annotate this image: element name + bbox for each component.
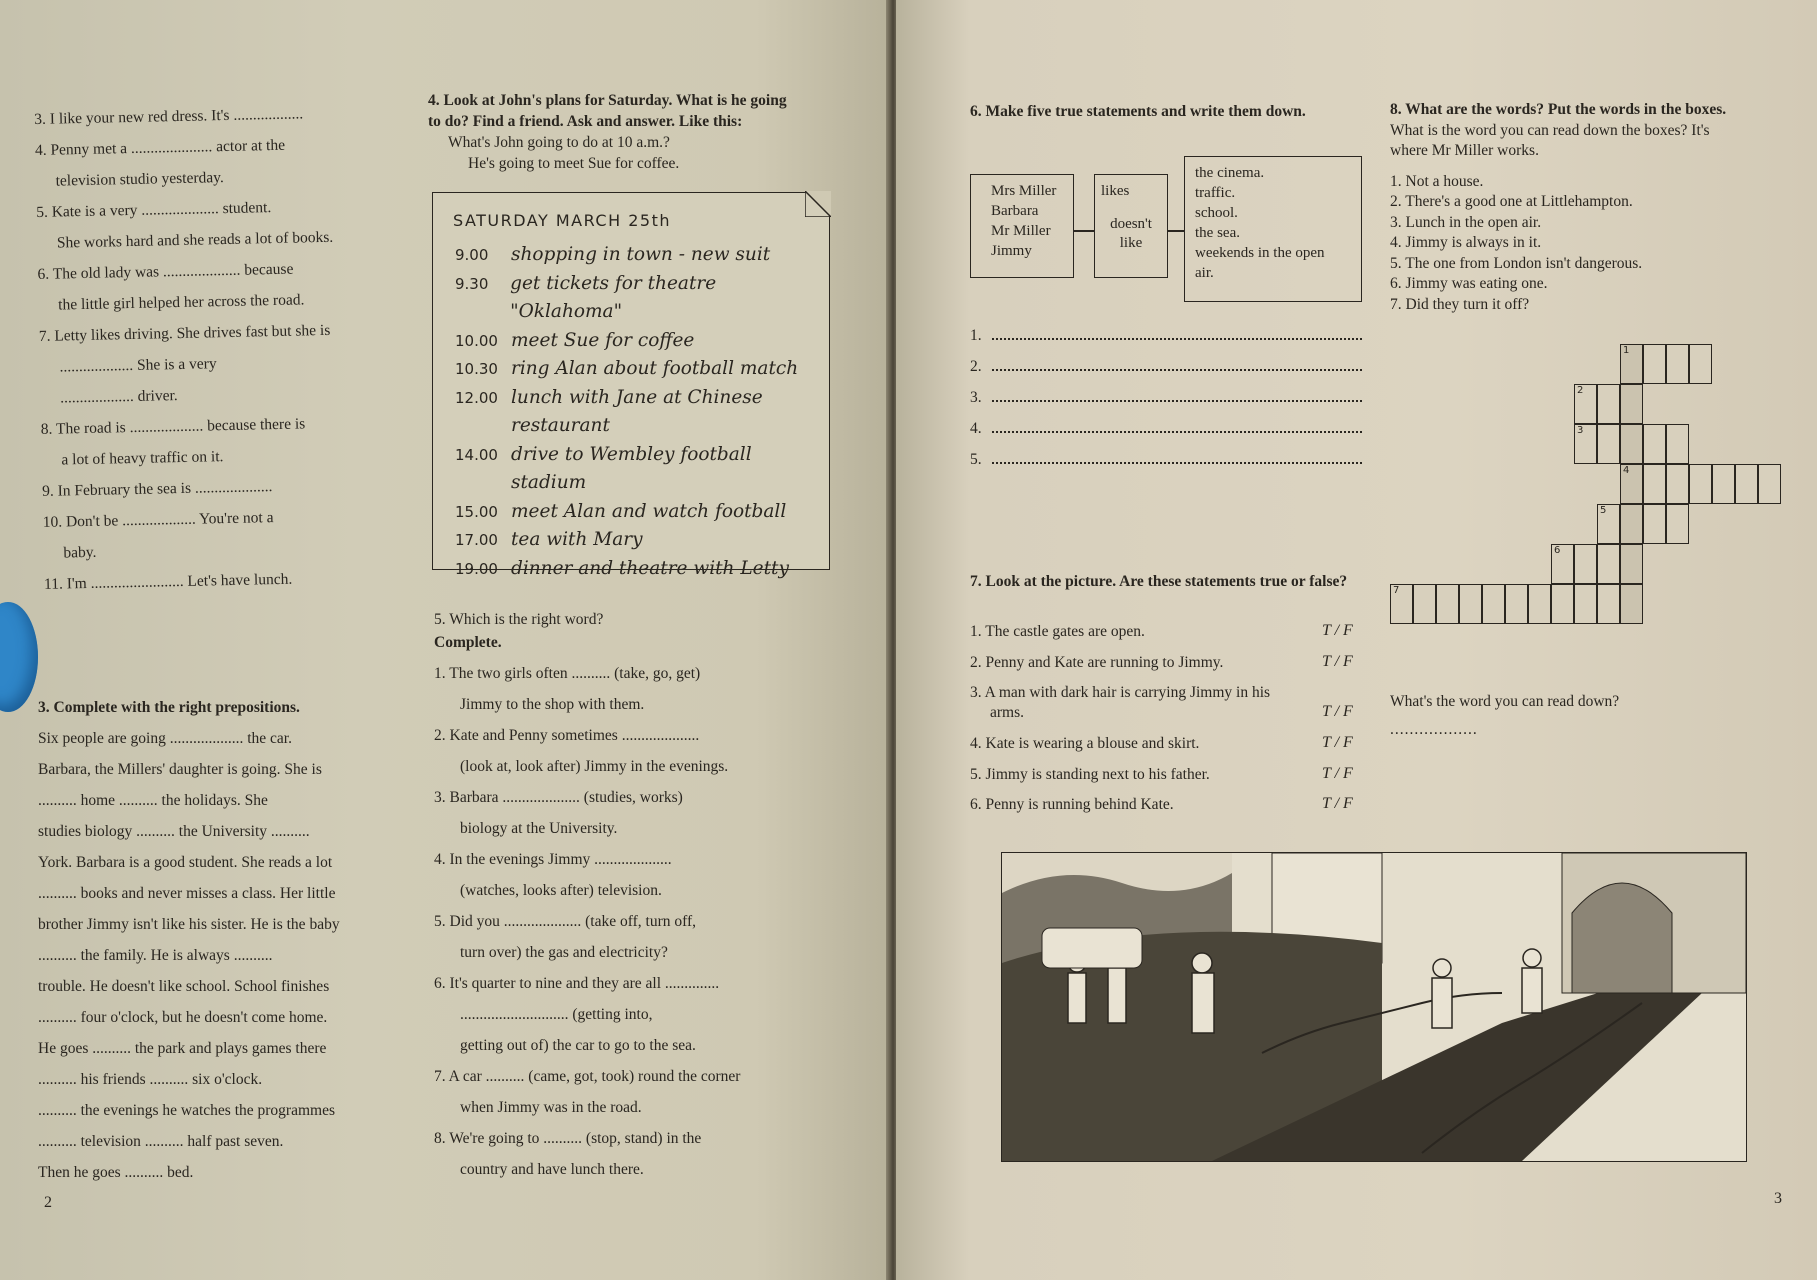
verbs-box — [1094, 174, 1168, 278]
exercise-line: 4. In the evenings Jimmy .................... — [434, 851, 672, 868]
crossword-cell[interactable] — [1620, 544, 1643, 584]
writing-line[interactable] — [992, 351, 1362, 371]
schedule-activity: lunch with Jane at Chinese — [511, 386, 763, 408]
clue-number: 5 — [1600, 505, 1607, 516]
crossword-cell[interactable] — [1620, 464, 1643, 504]
verb-item: doesn't like — [1110, 216, 1152, 251]
crossword-cell[interactable] — [1689, 344, 1712, 384]
crossword-cell[interactable] — [1574, 424, 1597, 464]
crossword-cell[interactable] — [1597, 424, 1620, 464]
page-number-right: 3 — [1774, 1190, 1782, 1207]
exercise-line: getting out of) the car to go to the sea. — [460, 1037, 696, 1054]
true-false-choice[interactable]: T / F — [1322, 622, 1353, 639]
exercise-line: when Jimmy was in the road. — [460, 1099, 642, 1116]
object-item: school. — [1195, 205, 1238, 221]
exercise-line: .......... the family. He is always .......... — [38, 947, 273, 964]
clue-number: 7 — [1393, 585, 1400, 596]
crossword-cell[interactable] — [1712, 464, 1735, 504]
crossword-clue: 6. Jimmy was eating one. — [1390, 275, 1548, 292]
folded-corner — [805, 191, 831, 217]
true-false-choice[interactable]: T / F — [1322, 703, 1353, 720]
schedule-row — [455, 412, 829, 441]
exercise-line: brother Jimmy isn't like his sister. He is the baby — [38, 916, 340, 933]
schedule-activity: get tickets for theatre "Oklahoma" — [510, 272, 717, 322]
crossword-cell[interactable] — [1574, 544, 1597, 584]
name-item: Jimmy — [991, 243, 1032, 259]
crossword-clue: 1. Not a house. — [1390, 172, 1484, 190]
exercise-line: biology at the University. — [460, 820, 618, 837]
exercise-8-question: What's the word you can read down? — [1390, 693, 1620, 710]
exercise-line: 3. I like your new red dress. It's .................. — [34, 105, 304, 128]
name-item: Mrs Miller — [991, 183, 1057, 199]
exercise-5-title: 5. Which is the right word? — [434, 611, 604, 628]
schedule-time: 12.00 — [455, 388, 498, 407]
exercise-line: trouble. He doesn't like school. School finishes — [38, 978, 330, 995]
schedule-row — [455, 555, 829, 584]
exercise-line: 5. Kate is a very .................... student. — [36, 199, 272, 221]
statement-line[interactable] — [970, 320, 1362, 351]
writing-line[interactable] — [992, 382, 1362, 402]
true-false-statement: 5. Jimmy is standing next to his father. — [970, 765, 1210, 783]
writing-line[interactable] — [992, 444, 1362, 464]
schedule-row — [455, 384, 829, 413]
exercise-line: .......... four o'clock, but he doesn't come home. — [38, 1009, 328, 1026]
schedule-activity: tea with Mary — [511, 529, 643, 550]
crossword-cell[interactable] — [1758, 464, 1781, 504]
true-false-choice[interactable]: T / F — [1322, 734, 1353, 751]
crossword-cell[interactable] — [1620, 384, 1643, 424]
crossword-cell[interactable] — [1597, 384, 1620, 424]
castle-scene-illustration — [1001, 852, 1747, 1162]
connector-line — [1168, 230, 1184, 232]
exercise-line: 6. It's quarter to nine and they are all .............. — [434, 975, 720, 992]
exercise-line: 6. The old lady was .................... because — [37, 260, 294, 283]
schedule-row — [455, 270, 829, 327]
crossword-cell[interactable] — [1620, 424, 1643, 464]
crossword-cell[interactable] — [1643, 464, 1666, 504]
exercise-line: television studio yesterday. — [55, 169, 224, 190]
exercise-line: Then he goes .......... bed. — [38, 1164, 194, 1181]
crossword-cell[interactable] — [1574, 584, 1597, 624]
schedule-activity: dinner and theatre with Letty — [511, 557, 789, 579]
exercise-3 — [38, 692, 418, 1188]
crossword-cell[interactable] — [1620, 584, 1643, 624]
exercise-line: .......... television .......... half past seven. — [38, 1133, 284, 1150]
exercise-line: 4. Penny met a ..................... actor at the — [34, 136, 286, 159]
crossword-cell[interactable] — [1620, 344, 1643, 384]
object-item: the cinema. — [1195, 165, 1265, 181]
connector-line — [1074, 230, 1094, 232]
exercise-line: 7. A car .......... (came, got, took) round the corner — [434, 1068, 741, 1085]
schedule-row — [455, 327, 829, 356]
schedule-row — [455, 526, 829, 555]
exercise-line: .......... the evenings he watches the programmes — [38, 1102, 335, 1119]
exercise-line: 5. Did you .................... (take off, turn off, — [434, 913, 697, 930]
schedule-time: 19.00 — [455, 559, 498, 578]
schedule-row — [455, 469, 829, 498]
name-item: Mr Miller — [991, 223, 1051, 239]
schedule-list — [455, 241, 829, 583]
clue-number: 1 — [1623, 345, 1630, 356]
crossword-clue: 7. Did they turn it off? — [1390, 295, 1530, 313]
crossword-cell[interactable] — [1505, 584, 1528, 624]
exercise-8-intro-2: where Mr Miller works. — [1390, 142, 1539, 159]
object-item: the sea. — [1195, 225, 1240, 241]
schedule-row — [455, 241, 829, 270]
crossword-cell[interactable] — [1666, 464, 1689, 504]
true-false-statement: 2. Penny and Kate are running to Jimmy. — [970, 653, 1224, 671]
schedule-time: 10.30 — [455, 360, 498, 378]
verb-item: likes — [1101, 183, 1130, 199]
statement-number: 2. — [970, 358, 982, 375]
names-box — [970, 174, 1074, 278]
true-false-statement: 1. The castle gates are open. — [970, 623, 1145, 640]
statement-lines — [970, 320, 1362, 475]
exercise-5-subtitle: Complete. — [434, 634, 502, 651]
clue-number: 6 — [1554, 545, 1561, 556]
schedule-activity: shopping in town - new suit — [511, 244, 771, 265]
crossword-cell[interactable] — [1436, 584, 1459, 624]
statement-line[interactable] — [970, 351, 1362, 382]
name-item: Barbara — [991, 203, 1039, 219]
crossword-cell[interactable] — [1390, 584, 1413, 624]
crossword-cell[interactable] — [1528, 584, 1551, 624]
exercise-line: ................... She is a very — [59, 355, 217, 376]
crossword-clue: 2. There's a good one at Littlehampton. — [1390, 193, 1633, 210]
crossword-cell[interactable] — [1689, 464, 1712, 504]
schedule-time: 9.30 — [455, 274, 489, 293]
true-false-statement: 6. Penny is running behind Kate. — [970, 796, 1174, 813]
exercise-6-title: 6. Make five true statements and write them down. — [970, 103, 1306, 120]
clue-number: 2 — [1577, 385, 1584, 396]
exercise-8-intro-1: What is the word you can read down the boxes? It's — [1390, 121, 1710, 139]
schedule-activity: meet Alan and watch football — [511, 500, 787, 522]
crossword-cell[interactable] — [1643, 424, 1666, 464]
exercise-8-title: 8. What are the words? Put the words in the boxes. — [1390, 101, 1727, 118]
exercise-line: .......... his friends .......... six o'clock. — [38, 1071, 263, 1088]
exercise-line: 9. In February the sea is .................... — [41, 478, 273, 500]
true-false-statement: 4. Kate is wearing a blouse and skirt. — [970, 735, 1200, 752]
left-page — [0, 0, 890, 1280]
exercise-line: 8. We're going to .......... (stop, stand) in the — [434, 1130, 702, 1147]
true-false-choice[interactable]: T / F — [1322, 652, 1353, 670]
exercise-line: 2. Kate and Penny sometimes .................... — [434, 727, 700, 744]
crossword-cell[interactable] — [1574, 384, 1597, 424]
schedule-time — [455, 412, 511, 441]
page-number-left: 2 — [44, 1194, 52, 1211]
crossword-cell[interactable] — [1666, 424, 1689, 464]
schedule-row — [455, 498, 829, 527]
true-false-choice[interactable]: T / F — [1322, 764, 1353, 782]
statement-line[interactable] — [970, 382, 1362, 413]
exercise-line: York. Barbara is a good student. She reads a lot — [38, 854, 333, 871]
exercise-4-example-question: What's John going to do at 10 a.m.? — [448, 134, 670, 151]
schedule-activity: meet Sue for coffee — [511, 329, 695, 351]
crossword-cell[interactable] — [1551, 544, 1574, 584]
exercise-line: ............................ (getting into, — [460, 1006, 653, 1023]
exercise-4-example-answer: He's going to meet Sue for coffee. — [468, 155, 680, 172]
crossword-clue: 4. Jimmy is always in it. — [1390, 234, 1542, 251]
object-item: weekends in the open air. — [1195, 245, 1325, 281]
writing-line[interactable] — [992, 320, 1362, 340]
writing-line[interactable] — [992, 413, 1362, 433]
exercise-line: He goes .......... the park and plays games there — [38, 1040, 327, 1057]
crossword-cell[interactable] — [1597, 504, 1620, 544]
crossword-cell[interactable] — [1735, 464, 1758, 504]
schedule-activity: restaurant — [511, 415, 610, 436]
crossword-cell[interactable] — [1482, 584, 1505, 624]
exercise-line: 10. Don't be ................... You're not a — [42, 509, 274, 531]
exercise-line: .......... home .......... the holidays. She — [38, 792, 268, 809]
schedule-time: 14.00 — [455, 445, 498, 464]
crossword-cell[interactable] — [1597, 584, 1620, 624]
exercise-8 — [1390, 100, 1790, 315]
statement-number: 3. — [970, 389, 982, 406]
exercise-line: baby. — [63, 543, 97, 562]
crossword-clue: 5. The one from London isn't dangerous. — [1390, 254, 1643, 272]
exercise-line: (watches, looks after) television. — [460, 882, 662, 899]
exercise-line: 3. Barbara .................... (studies, works) — [434, 789, 683, 806]
crossword-cell[interactable] — [1643, 344, 1666, 384]
exercise-7-title: 7. Look at the picture. Are these statements true or false? — [970, 573, 1348, 590]
schedule-row — [455, 355, 829, 384]
exercise-line: studies biology .......... the University .......... — [38, 823, 310, 840]
crossword-cell[interactable] — [1666, 504, 1689, 544]
exercise-line: 7. Letty likes driving. She drives fast but she is — [38, 321, 331, 345]
statement-number: 1. — [970, 327, 982, 344]
exercise-5 — [434, 604, 854, 1185]
schedule-activity: ring Alan about football match — [511, 358, 799, 379]
crossword-cell[interactable] — [1666, 344, 1689, 384]
schedule-row — [455, 441, 829, 470]
exercise-line: country and have lunch there. — [460, 1161, 644, 1178]
exercise-line: 1. The two girls often .......... (take, go, get) — [434, 665, 701, 682]
statement-number: 4. — [970, 420, 982, 437]
schedule-time — [455, 469, 511, 498]
exercise-line: Barbara, the Millers' daughter is going. She is — [38, 761, 322, 778]
clue-number: 4 — [1623, 465, 1630, 476]
exercise-4-line-2: to do? Find a friend. Ask and answer. Like this: — [428, 113, 743, 130]
true-false-statement: 3. A man with dark hair is carrying Jimmy in his arms. — [970, 684, 1271, 721]
exercise-line: .......... books and never misses a class. Her little — [38, 885, 336, 902]
blue-paper-clip — [0, 602, 38, 712]
exercise-4 — [428, 90, 848, 174]
statement-line[interactable] — [970, 413, 1362, 444]
exercise-3-title: 3. Complete with the right prepositions. — [38, 699, 300, 716]
adjective-exercise — [34, 96, 424, 600]
exercise-line: a lot of heavy traffic on it. — [61, 448, 224, 469]
schedule-time: 9.00 — [455, 246, 489, 264]
exercise-line: Six people are going ................... the car. — [38, 730, 292, 747]
schedule-time: 10.00 — [455, 331, 498, 350]
crossword-cell[interactable] — [1551, 584, 1574, 624]
schedule-title: SATURDAY MARCH 25th — [453, 211, 671, 230]
crossword-cell[interactable] — [1597, 544, 1620, 584]
clue-number: 3 — [1577, 425, 1584, 436]
exercise-line: 8. The road is ................... because there is — [40, 415, 306, 438]
statement-number: 5. — [970, 451, 982, 468]
answer-line: .................. — [1390, 721, 1478, 738]
exercise-line: turn over) the gas and electricity? — [460, 944, 668, 961]
crossword-cell[interactable] — [1459, 584, 1482, 624]
exercise-line: ................... driver. — [59, 387, 178, 407]
crossword-cell[interactable] — [1643, 504, 1666, 544]
exercise-line: (look at, look after) Jimmy in the evenings. — [460, 758, 729, 775]
schedule-card — [432, 192, 830, 579]
crossword-cell[interactable] — [1413, 584, 1436, 624]
schedule-time: 15.00 — [455, 502, 498, 521]
schedule-activity: stadium — [511, 472, 587, 493]
schedule-time: 17.00 — [455, 531, 498, 549]
crossword-cell[interactable] — [1620, 504, 1643, 544]
crossword-clue: 3. Lunch in the open air. — [1390, 213, 1542, 231]
objects-box — [1184, 156, 1362, 302]
exercise-line: the little girl helped her across the road. — [58, 291, 305, 314]
statement-line[interactable] — [970, 444, 1362, 475]
exercise-line: She works hard and she reads a lot of books. — [56, 228, 334, 252]
true-false-choice[interactable]: T / F — [1322, 795, 1353, 812]
exercise-line: 11. I'm ........................ Let's have lunch. — [43, 570, 293, 593]
exercise-4-line-1: 4. Look at John's plans for Saturday. What is he going — [428, 92, 787, 109]
exercise-line: Jimmy to the shop with them. — [460, 696, 645, 713]
object-item: traffic. — [1195, 185, 1236, 201]
schedule-activity: drive to Wembley football — [511, 443, 752, 465]
